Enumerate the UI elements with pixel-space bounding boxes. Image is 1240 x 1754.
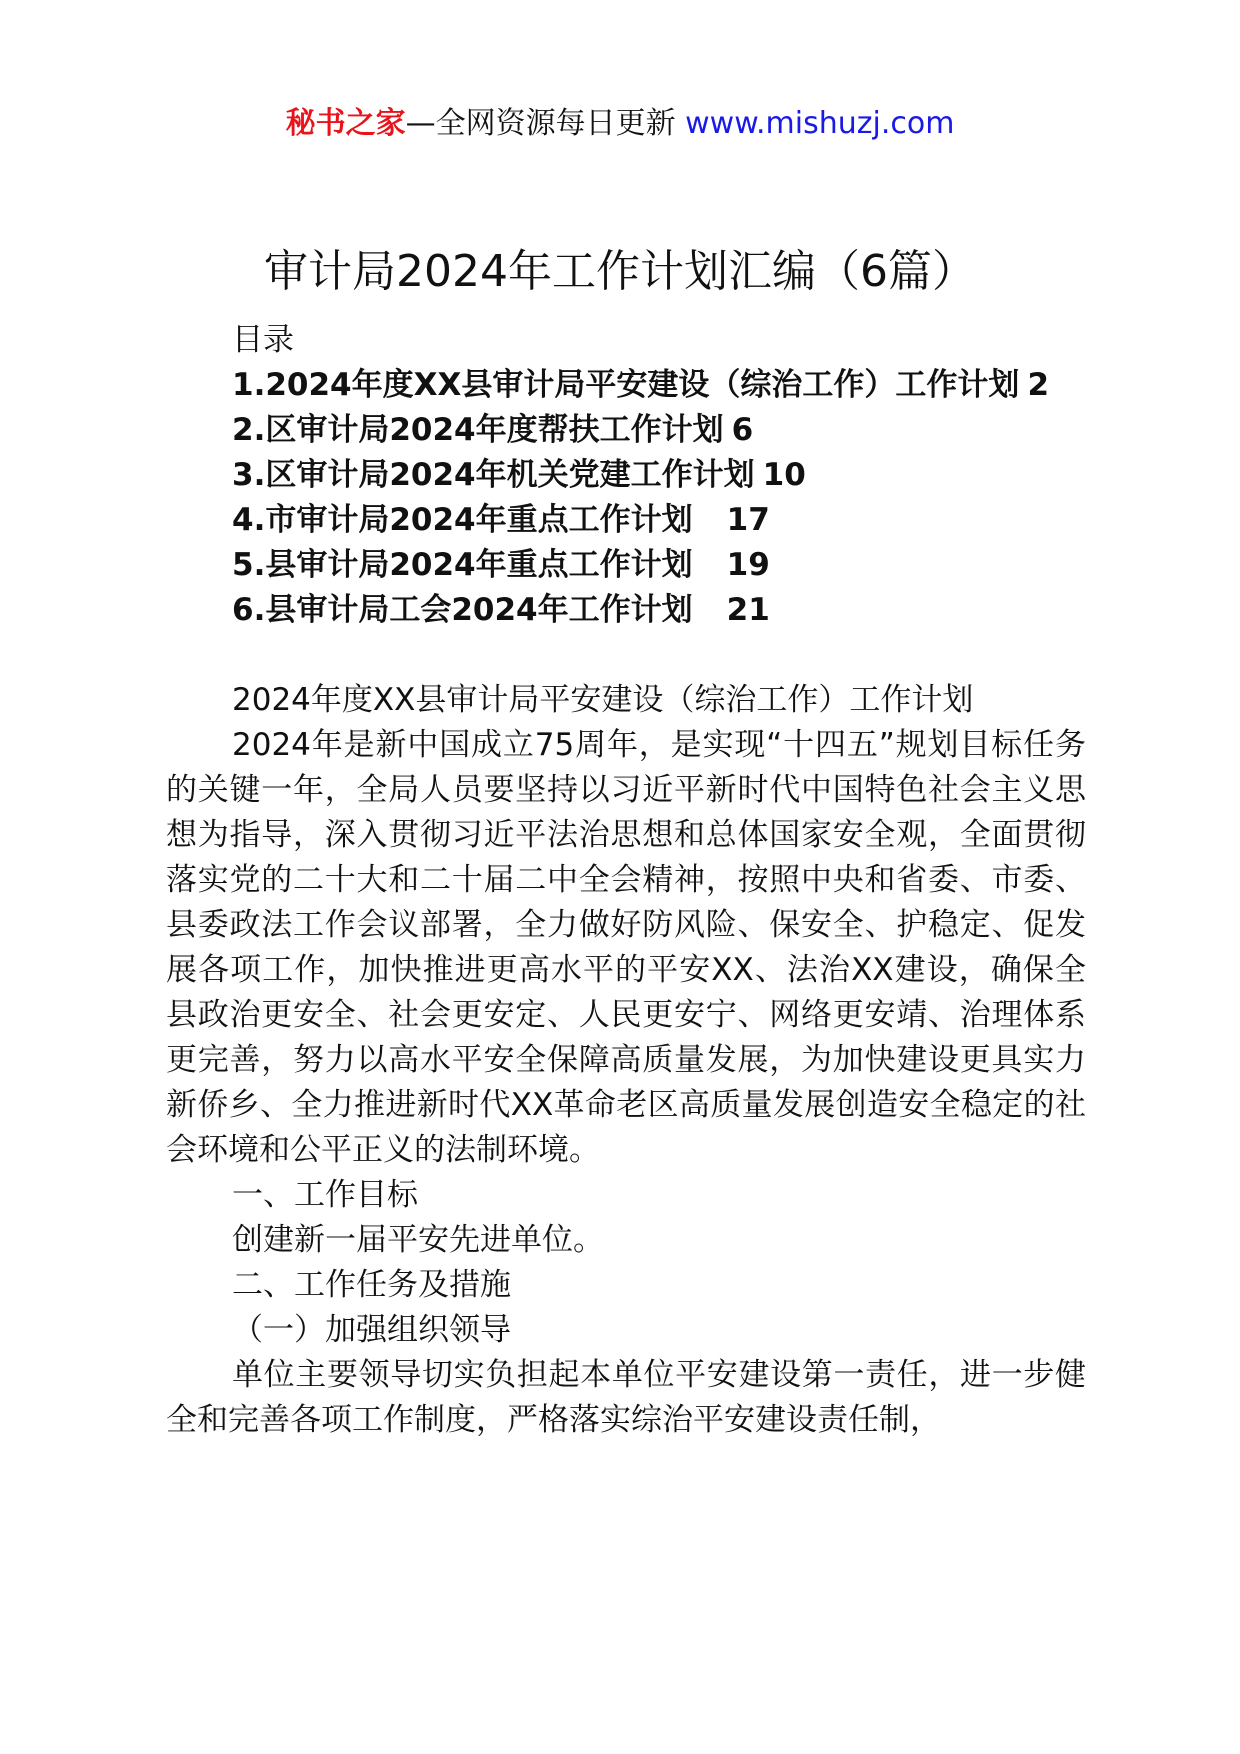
toc-item-page: 2 xyxy=(1027,367,1050,403)
toc-item-page: 6 xyxy=(731,412,754,448)
toc-item-page: 17 xyxy=(726,502,770,538)
toc-item-5[interactable] xyxy=(166,543,1086,588)
toc-item-title: 3.区审计局2024年机关党建工作计划 xyxy=(232,457,755,493)
subheading-organization: （一）加强组织领导 xyxy=(232,1312,511,1348)
toc-item-page: 19 xyxy=(726,547,770,583)
site-header xyxy=(0,104,1240,144)
toc-heading: 目录 xyxy=(232,322,294,358)
toc-item-title: 2.区审计局2024年度帮扶工作计划 xyxy=(232,412,724,448)
toc-item-page: 21 xyxy=(726,592,770,628)
heading-work-goal: 一、工作目标 xyxy=(232,1177,418,1213)
toc-item-3[interactable] xyxy=(166,453,1086,498)
toc-item-title: 6.县审计局工会2024年工作计划 xyxy=(232,592,693,628)
site-url-link[interactable]: www.mishuzj.com xyxy=(685,106,955,141)
toc-item-2[interactable] xyxy=(166,408,1086,453)
section-spacer xyxy=(166,633,1086,678)
toc-item-6[interactable] xyxy=(166,588,1086,633)
body-paragraph: 2024年是新中国成立75周年，是实现“十四五”规划目标任务的关键一年，全局人员要坚持以习近平新时代中国特色社会主义思想为指导，深入贯彻习近平法治思想和总体国家安全观，全面贯彻落实党的二十大和二十届二中全会精神，按照中央和省委、市委、县委政法工作会议部署，全力做好防风险、保安全、护稳定、促发展各项工作，加快推进更高水平的平安XX、法治XX建设，确保全县政治更安全、社会更安定、人民更安宁、网络更安靖、治理体系更完善，努力以高水平安全保障高质量发展，为加快建设更具实力新侨乡、全力推进新时代XX革命老区高质量发展创造安全稳定的社会环境和公平正义的法制环境。 xyxy=(166,727,1086,1168)
header-slogan: —全网资源每日更新 xyxy=(405,106,686,141)
heading-tasks-measures: 二、工作任务及措施 xyxy=(232,1267,511,1303)
toc-item-title: 4.市审计局2024年重点工作计划 xyxy=(232,502,693,538)
toc-item-title: 1.2024年度XX县审计局平安建设（综治工作）工作计划 xyxy=(232,367,1020,403)
toc-item-page: 10 xyxy=(762,457,806,493)
toc-item-1[interactable] xyxy=(166,363,1086,408)
section-title: 2024年度XX县审计局平安建设（综治工作）工作计划 xyxy=(232,682,974,718)
document-body xyxy=(166,318,1086,1443)
document-title: 审计局2024年工作计划汇编（6篇） xyxy=(264,246,976,297)
toc-item-4[interactable] xyxy=(166,498,1086,543)
brand-name: 秘书之家 xyxy=(285,106,406,141)
body-paragraph: 创建新一届平安先进单位。 xyxy=(232,1222,604,1258)
toc-item-title: 5.县审计局2024年重点工作计划 xyxy=(232,547,693,583)
body-paragraph: 单位主要领导切实负担起本单位平安建设第一责任，进一步健全和完善各项工作制度，严格落实综治平安建设责任制， xyxy=(166,1357,1086,1438)
